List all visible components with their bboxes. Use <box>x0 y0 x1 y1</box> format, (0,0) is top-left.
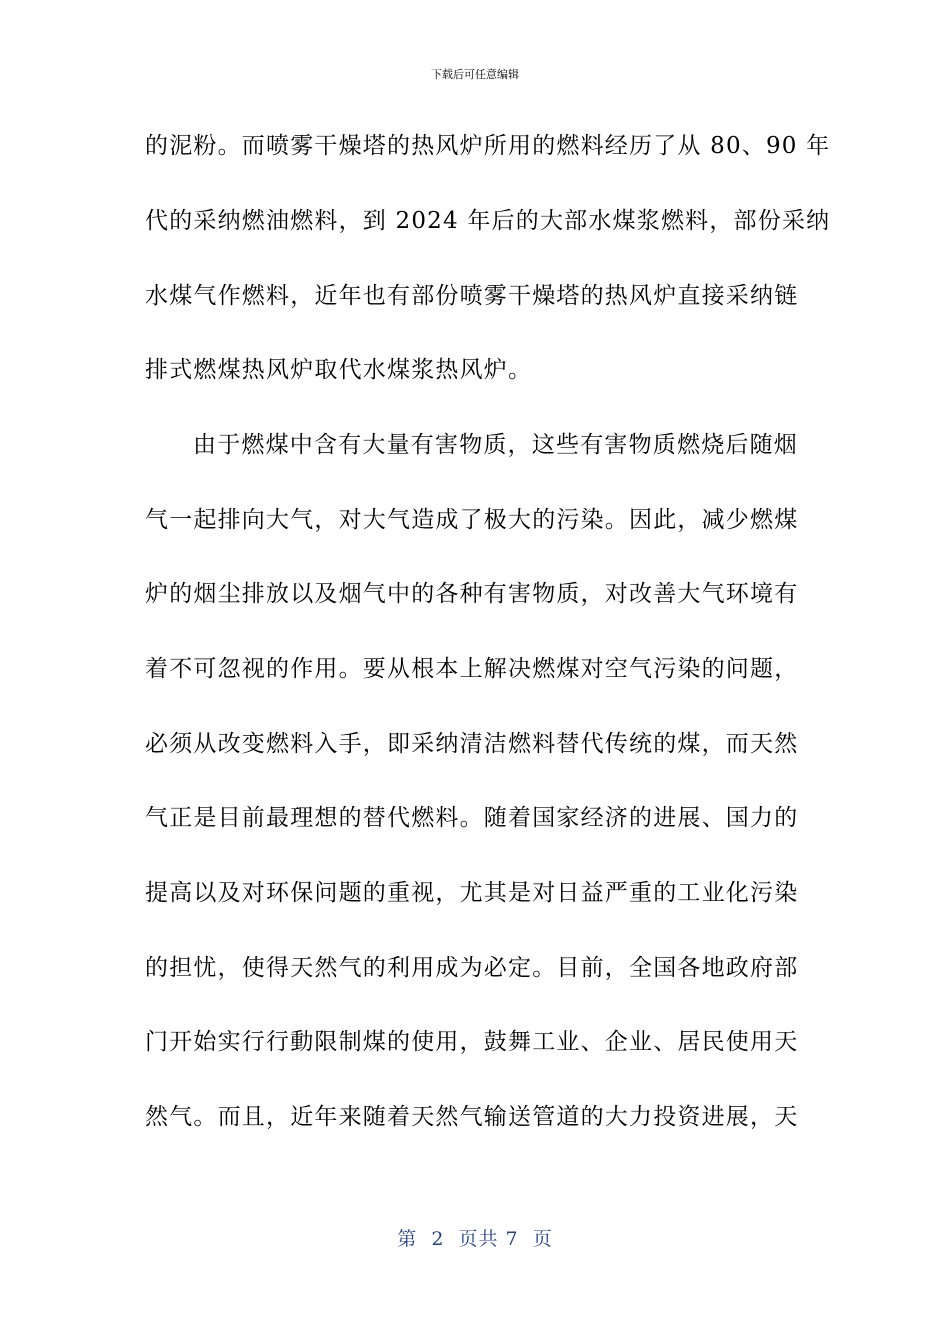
page-header-note: 下载后可任意编辑 <box>431 68 519 81</box>
paragraph-line: 由于燃煤中含有大量有害物质，这些有害物质燃烧后随烟 <box>193 432 798 458</box>
paragraph-line: 水煤气作燃料，近年也有部份喷雾干燥塔的热风炉直接采纳链 <box>145 283 799 309</box>
paragraph-line: 的泥粉。而喷雾干燥塔的热风炉所用的燃料经历了从 80、90 年 <box>145 133 831 159</box>
paragraph-line: 然气。而且，近年来随着天然气输送管道的大力投资进展，天 <box>145 1104 799 1130</box>
paragraph-line: 气正是目前最理想的替代燃料。随着国家经济的进展、国力的 <box>145 805 799 831</box>
paragraph-line: 着不可忽视的作用。要从根本上解决燃煤对空气污染的问题， <box>145 656 799 682</box>
page-number-footer: 第 2 页共 7 页 <box>397 1228 553 1250</box>
paragraph-line: 的担忧，使得天然气的利用成为必定。目前，全国各地政府部 <box>145 955 799 981</box>
paragraph-line: 炉的烟尘排放以及烟气中的各种有害物质，对改善大气环境有 <box>145 581 799 607</box>
paragraph-line: 排式燃煤热风炉取代水煤浆热风炉。 <box>145 357 533 383</box>
paragraph-line: 代的采纳燃油燃料，到 2024 年后的大部水煤浆燃料，部份采纳 <box>145 208 831 234</box>
paragraph-line: 必须从改变燃料入手，即采纳清洁燃料替代传统的煤，而天然 <box>145 731 799 757</box>
paragraph-line: 提高以及对环保问题的重视，尤其是对日益严重的工业化污染 <box>145 880 799 906</box>
paragraph-line: 气一起排向大气，对大气造成了极大的污染。因此，减少燃煤 <box>145 507 799 533</box>
paragraph-line: 门开始实行行動限制煤的使用，鼓舞工业、企业、居民使用天 <box>145 1029 799 1055</box>
